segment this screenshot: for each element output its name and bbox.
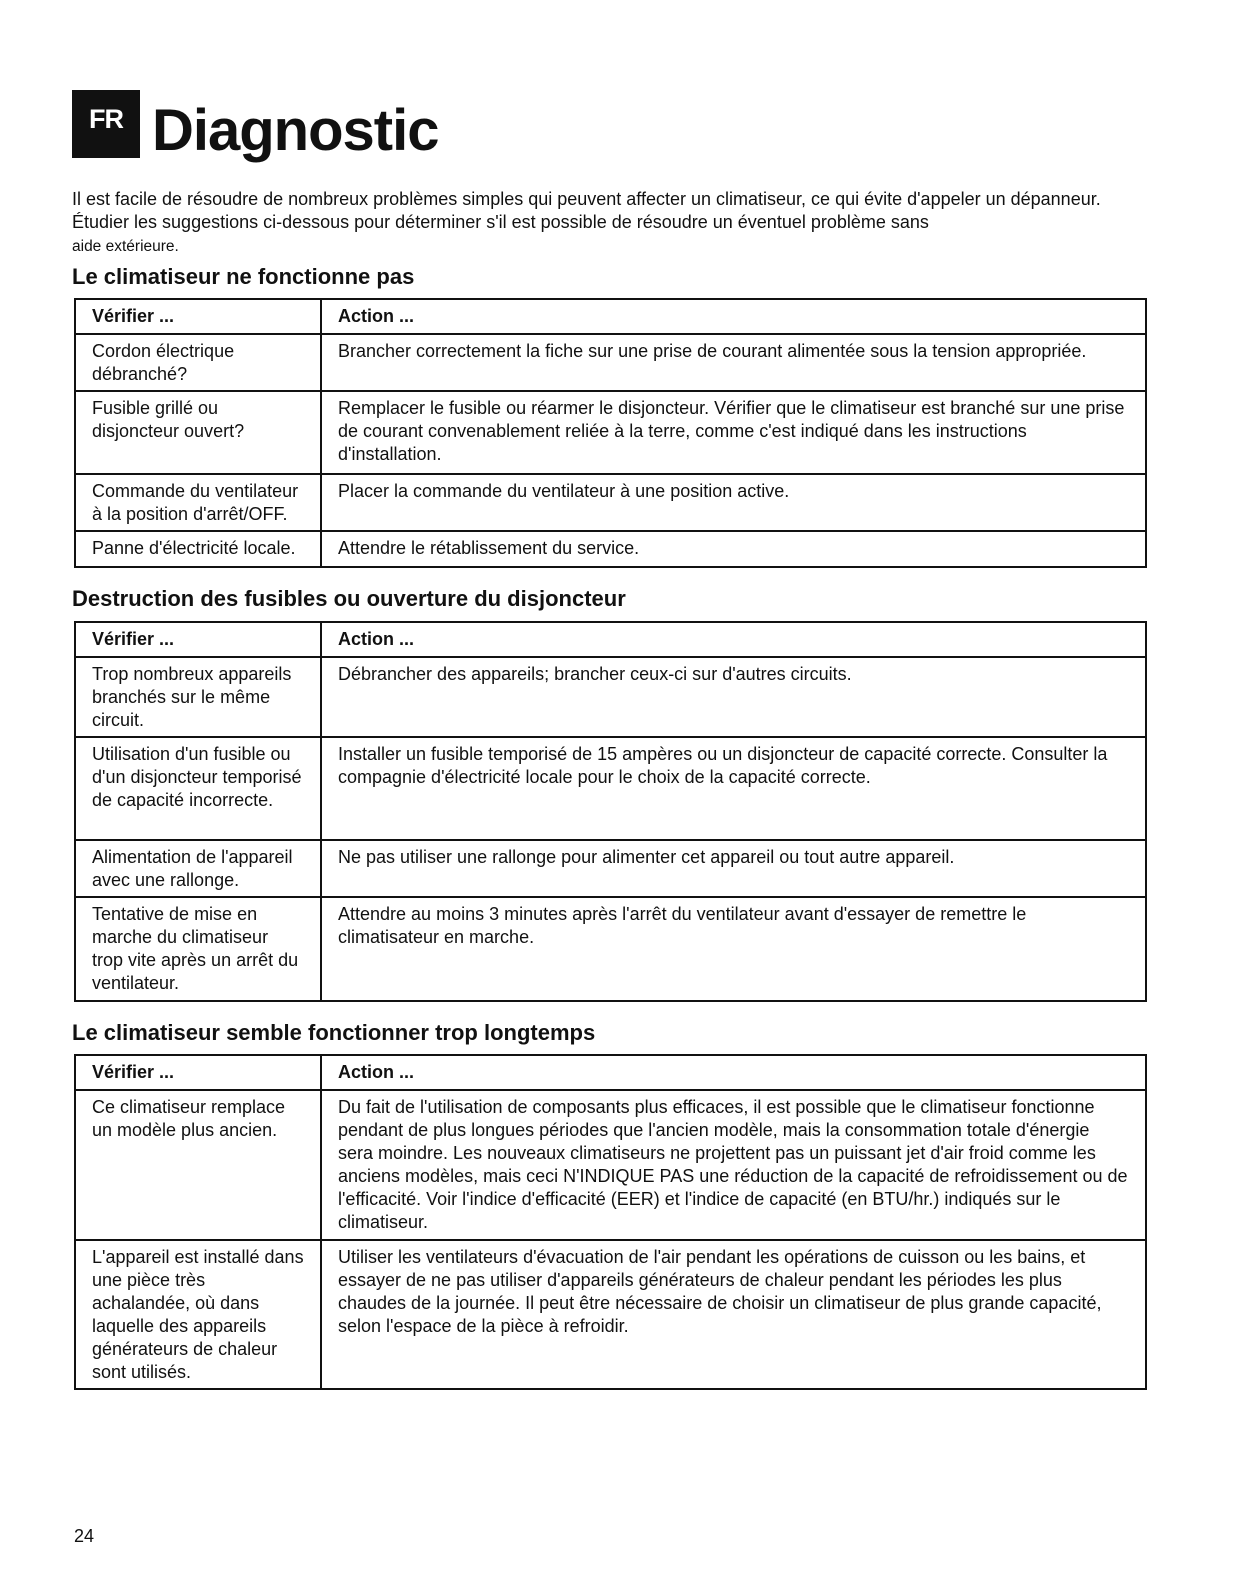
check-cell: Cordon électrique débranché?: [75, 334, 321, 391]
check-cell: Tentative de mise en marche du climatiseur trop vite après un arrêt du ventilateur.: [75, 897, 321, 1001]
column-header: Action ...: [321, 622, 1146, 657]
table-header: [75, 299, 1146, 334]
table-row: [75, 1090, 1146, 1240]
troubleshooting-table: [74, 298, 1147, 568]
check-cell: Alimentation de l'appareil avec une rallonge.: [75, 840, 321, 897]
action-cell: Remplacer le fusible ou réarmer le disjoncteur. Vérifier que le climatiseur est branché sur une prise de courant convenablement reliée à la terre, comme c'est indiqué dans les instructions d'installation.: [321, 391, 1146, 474]
table-row: [75, 897, 1146, 1001]
page-title: Diagnostic: [152, 98, 439, 163]
action-cell: Utiliser les ventilateurs d'évacuation de l'air pendant les opérations de cuisson ou les bains, et essayer de ne pas utiliser d'appareils générateurs de chaleur pendant les périodes les plus chaudes de la journée. Il peut être nécessaire de choisir un climatiseur de plus grande capacité, selon l'espace de la pièce à refroidir.: [321, 1240, 1146, 1389]
table-row: [75, 474, 1146, 531]
action-cell: Attendre au moins 3 minutes après l'arrêt du ventilateur avant d'essayer de remettre le climatisateur en marche.: [321, 897, 1146, 1001]
check-cell: Utilisation d'un fusible ou d'un disjoncteur temporisé de capacité incorrecte.: [75, 737, 321, 840]
table-row: [75, 737, 1146, 840]
action-cell: Du fait de l'utilisation de composants plus efficaces, il est possible que le climatiseur fonctionne pendant de plus longues périodes que l'ancien modèle, mais la consommation totale d'énergie sera moindre. Les nouveaux climatiseurs ne projettent pas un puissant jet d'air froid comme les anciens modèles, mais ceci N'INDIQUE PAS une réduction de la capacité de refroidissement ou de l'efficacité. Voir l'indice d'efficacité (EER) et l'indice de capacité (en BTU/hr.) indiqués sur le climatiseur.: [321, 1090, 1146, 1240]
language-badge: FR: [72, 90, 140, 158]
troubleshooting-table: [74, 1054, 1147, 1390]
section-title: Le climatiseur semble fonctionner trop longtemps: [72, 1020, 596, 1045]
check-cell: Panne d'électricité locale.: [75, 531, 321, 567]
column-header: Action ...: [321, 1055, 1146, 1090]
troubleshooting-table: [74, 621, 1147, 1002]
table-row: [75, 657, 1146, 737]
column-header: Action ...: [321, 299, 1146, 334]
check-cell: Ce climatiseur remplace un modèle plus ancien.: [75, 1090, 321, 1240]
section-title: Le climatiseur ne fonctionne pas: [72, 264, 415, 289]
column-header: Vérifier ...: [75, 299, 321, 334]
action-cell: Placer la commande du ventilateur à une position active.: [321, 474, 1146, 531]
column-header: Vérifier ...: [75, 622, 321, 657]
action-cell: Débrancher des appareils; brancher ceux-ci sur d'autres circuits.: [321, 657, 1146, 737]
intro-text: Il est facile de résoudre de nombreux problèmes simples qui peuvent affecter un climatiseur, ce qui évite d'appeler un dépanneur. Étudier les suggestions ci-dessous pour déterminer s'il est possible de résoudre un éventuel problème sans: [72, 189, 1101, 232]
table-header: [75, 1055, 1146, 1090]
table-header: [75, 622, 1146, 657]
check-cell: Fusible grillé ou disjoncteur ouvert?: [75, 391, 321, 474]
check-cell: Commande du ventilateur à la position d'arrêt/OFF.: [75, 474, 321, 531]
table-row: [75, 391, 1146, 474]
check-cell: Trop nombreux appareils branchés sur le même circuit.: [75, 657, 321, 737]
table-row: [75, 531, 1146, 567]
table-row: [75, 840, 1146, 897]
section-title: Destruction des fusibles ou ouverture du disjoncteur: [72, 586, 626, 611]
column-header: Vérifier ...: [75, 1055, 321, 1090]
table-row: [75, 1240, 1146, 1389]
page-number: 24: [74, 1526, 95, 1546]
action-cell: Ne pas utiliser une rallonge pour alimenter cet appareil ou tout autre appareil.: [321, 840, 1146, 897]
intro-text-end: aide extérieure.: [72, 238, 179, 255]
check-cell: L'appareil est installé dans une pièce très achalandée, où dans laquelle des appareils générateurs de chaleur sont utilisés.: [75, 1240, 321, 1389]
table-row: [75, 334, 1146, 391]
action-cell: Installer un fusible temporisé de 15 ampères ou un disjoncteur de capacité correcte. Consulter la compagnie d'électricité locale pour le choix de la capacité correcte.: [321, 737, 1146, 840]
action-cell: Brancher correctement la fiche sur une prise de courant alimentée sous la tension appropriée.: [321, 334, 1146, 391]
action-cell: Attendre le rétablissement du service.: [321, 531, 1146, 567]
intro-paragraph: [72, 188, 1152, 258]
